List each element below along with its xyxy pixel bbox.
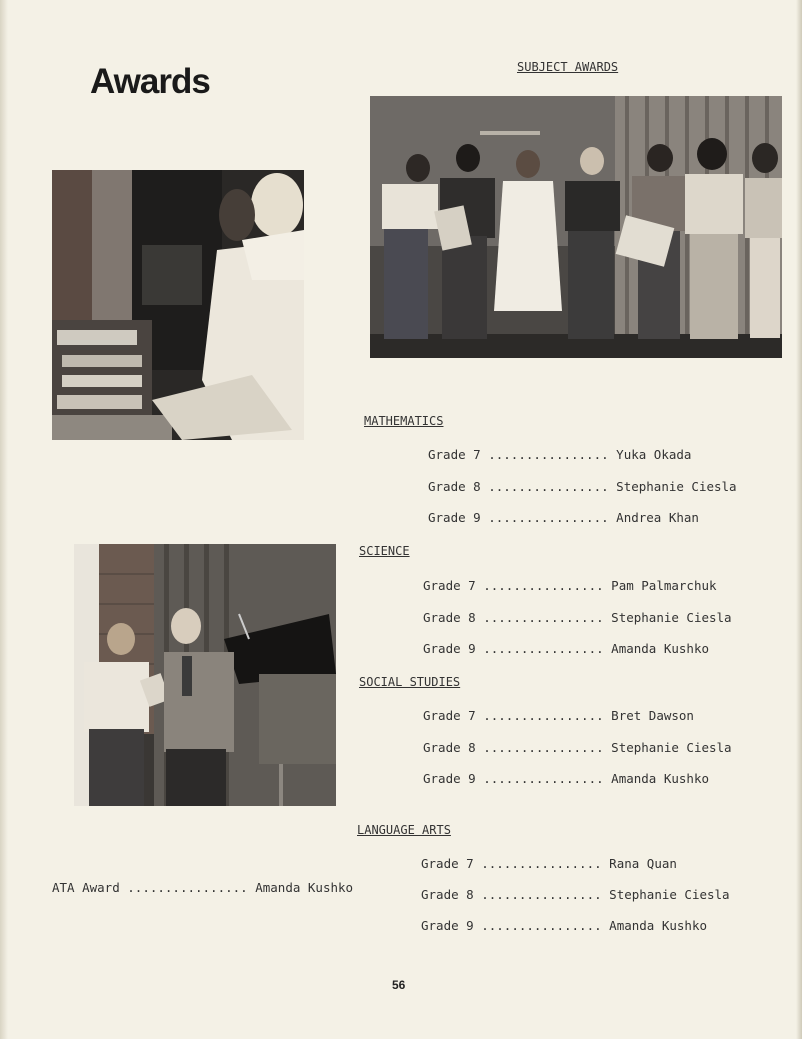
award-row: Grade 9 ................ Andrea Khan (428, 510, 699, 525)
award-row: Grade 8 ................ Stephanie Ciesla (421, 887, 730, 902)
award-row: Grade 7 ................ Pam Palmarchuk (423, 578, 717, 593)
page-title: Awards (90, 62, 210, 101)
page-edge-right (796, 0, 802, 1039)
section-heading-social-studies: SOCIAL STUDIES (359, 675, 461, 689)
award-row: Grade 8 ................ Stephanie Ciesla (423, 740, 732, 755)
award-row: Grade 8 ................ Stephanie Ciesla (423, 610, 732, 625)
photo-handshake-podium (74, 544, 336, 806)
photo-award-recipients (370, 96, 782, 358)
award-row: Grade 8 ................ Stephanie Ciesla (428, 479, 737, 494)
award-row: Grade 7 ................ Rana Quan (421, 856, 677, 871)
page-number: 56 (392, 978, 406, 992)
award-row: Grade 9 ................ Amanda Kushko (421, 918, 708, 933)
section-heading-science: SCIENCE (359, 544, 410, 558)
page-edge-left (0, 0, 8, 1039)
section-heading-mathematics: MATHEMATICS (364, 414, 444, 428)
award-row: Grade 9 ................ Amanda Kushko (423, 641, 710, 656)
subject-awards-heading: SUBJECT AWARDS (517, 60, 619, 74)
ata-award-row: ATA Award ................ Amanda Kushko (52, 880, 354, 895)
award-row: Grade 7 ................ Yuka Okada (428, 447, 692, 462)
section-heading-language-arts: LANGUAGE ARTS (357, 823, 451, 837)
photo-students-table (52, 170, 304, 440)
award-row: Grade 7 ................ Bret Dawson (423, 708, 694, 723)
award-row: Grade 9 ................ Amanda Kushko (423, 771, 710, 786)
